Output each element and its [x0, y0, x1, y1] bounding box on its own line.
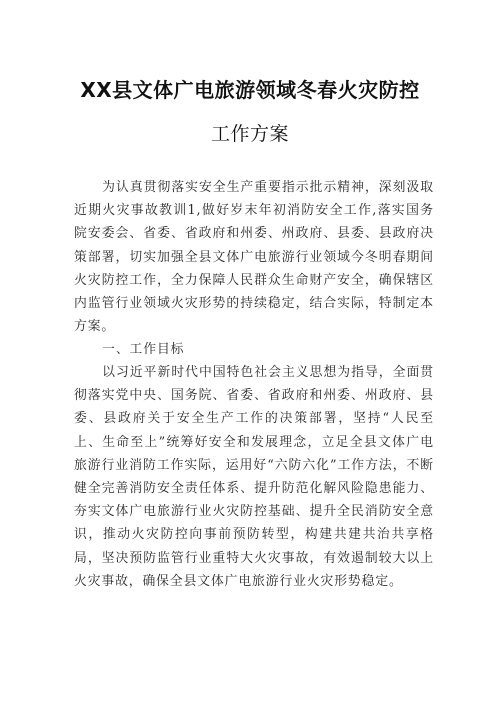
intro-paragraph: 为认真贯彻落实安全生产重要指示批示精神，深刻汲取近期火灾事故教训1,做好岁末年初消防安全工作,落实国务院安委会、省委、省政府和州委、州政府、县委、县政府决策部署，切实加强全县文体广电旅游行业领域今冬明春期间火灾防控工作，全力保障人民群众生命财产安全，确保辖区内监管行业领域火灾形势的持续稳定，结合实际，特制定本方案。 [74, 180, 434, 335]
section-heading-work-goals: 一、工作目标 [102, 342, 185, 357]
work-goals-paragraph: 以习近平新时代中国特色社会主义思想为指导，全面贯彻落实党中央、国务院、省委、省政府和州委、州政府、县委、县政府关于安全生产工作的决策部署，坚持“人民至上、生命至上”统筹好安全和发展理念，立足全县文体广电旅游行业消防工作实际，运用好“六防六化”工作方法，不断健全完善消防安全责任体系、提升防范化解风险隐患能力、夯实文体广电旅游行业火灾防控基础、提升全民消防安全意识，推动火灾防控向事前预防转型，构建共建共治共享格局，坚决预防监管行业重特大火灾事故，有效遏制较大以上火灾事故，确保全县文体广电旅游行业火灾形势稳定。 [74, 365, 434, 589]
document-subtitle: 工作方案 [210, 123, 289, 145]
document-title: XX县文体广电旅游领域冬春火灾防控 [80, 78, 420, 102]
